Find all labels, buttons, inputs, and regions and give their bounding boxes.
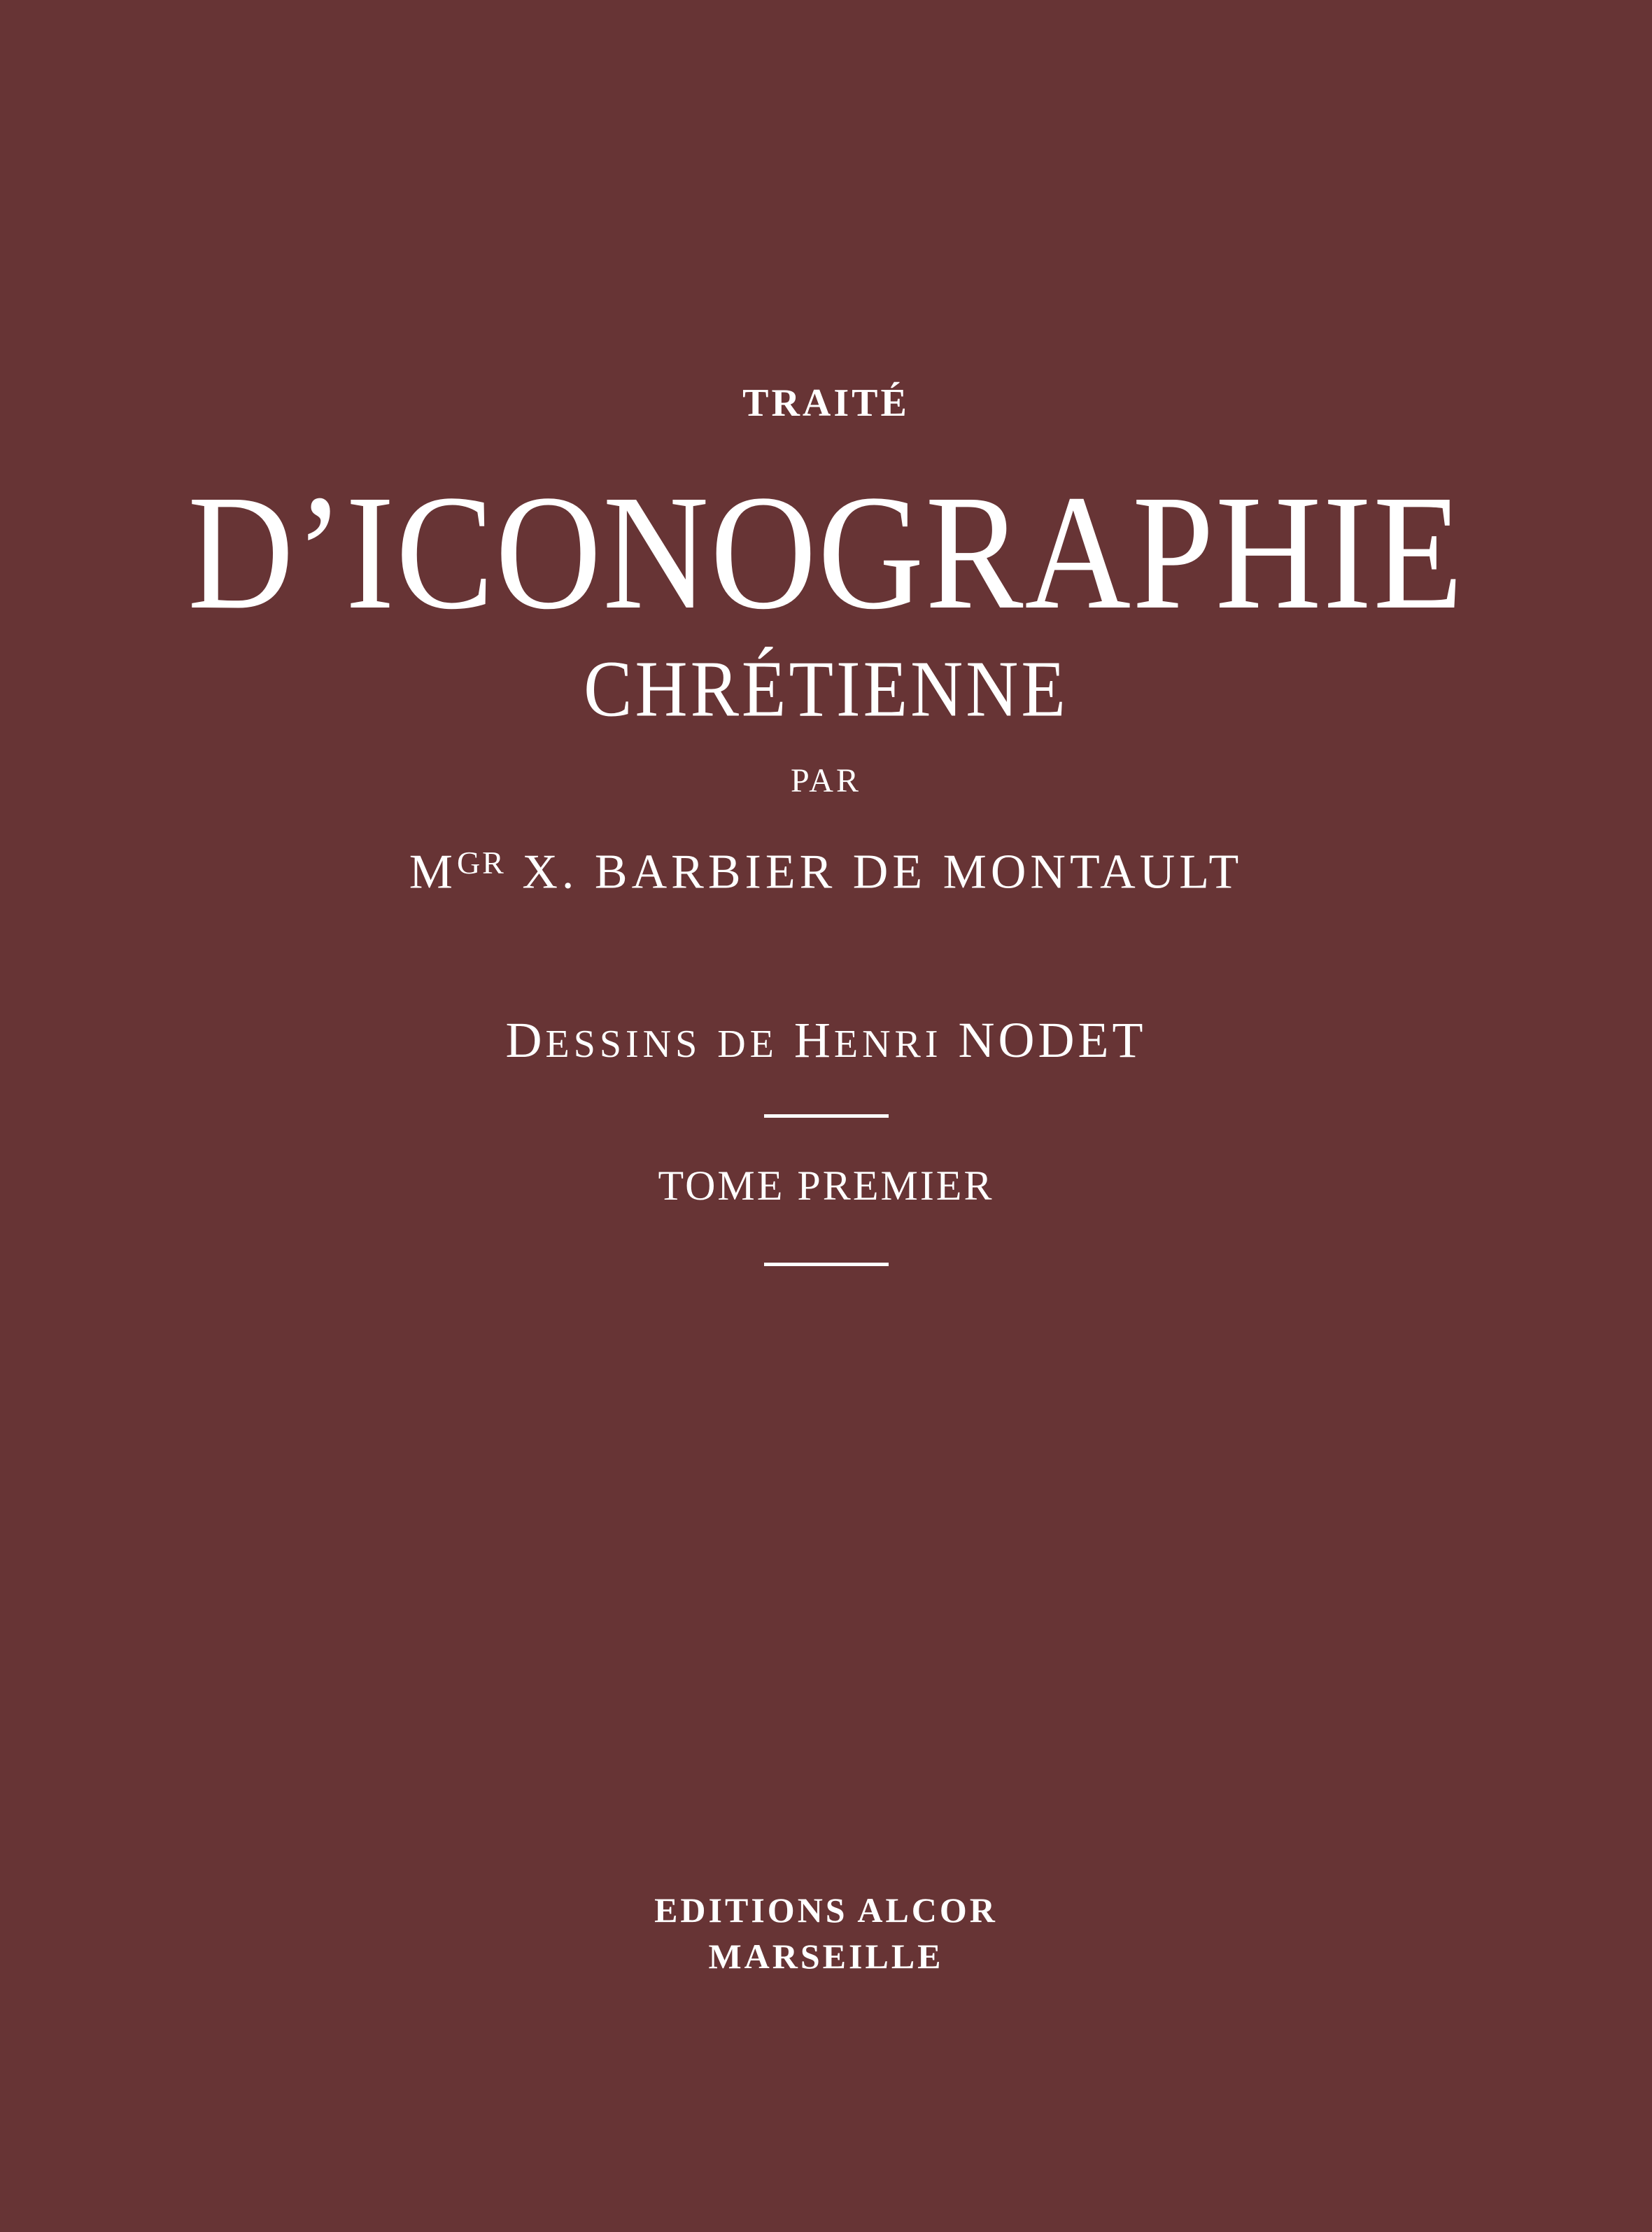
author-name: X. BARBIER DE MONTAULT [522, 845, 1243, 899]
illustrator-d: D [505, 1012, 546, 1068]
illustrator-de: DE [717, 1023, 778, 1066]
illustrator-h: H [793, 1012, 834, 1068]
author-prefix-superscript: GR [456, 845, 506, 880]
illustrator-surname: NODET [958, 1012, 1147, 1068]
volume-label: TOME PREMIER [658, 1163, 994, 1209]
illustrator-line [0, 1012, 1652, 1068]
illustrator-essins: ESSINS [545, 1023, 702, 1066]
publisher-name: EDITIONS ALCOR [654, 1890, 998, 1930]
publisher-city: MARSEILLE [708, 1937, 944, 1976]
divider-rule-bottom [764, 1263, 889, 1266]
main-title: D’ICONOGRAPHIE [188, 461, 1464, 644]
author-line [0, 847, 1652, 897]
illustrator-enri: ENRI [833, 1023, 943, 1066]
by-label: PAR [791, 762, 861, 799]
divider-rule-top [764, 1114, 889, 1118]
subtitle: CHRÉTIENNE [584, 645, 1068, 734]
author-prefix: M [409, 845, 457, 899]
title-kicker: TRAITÉ [742, 381, 910, 425]
